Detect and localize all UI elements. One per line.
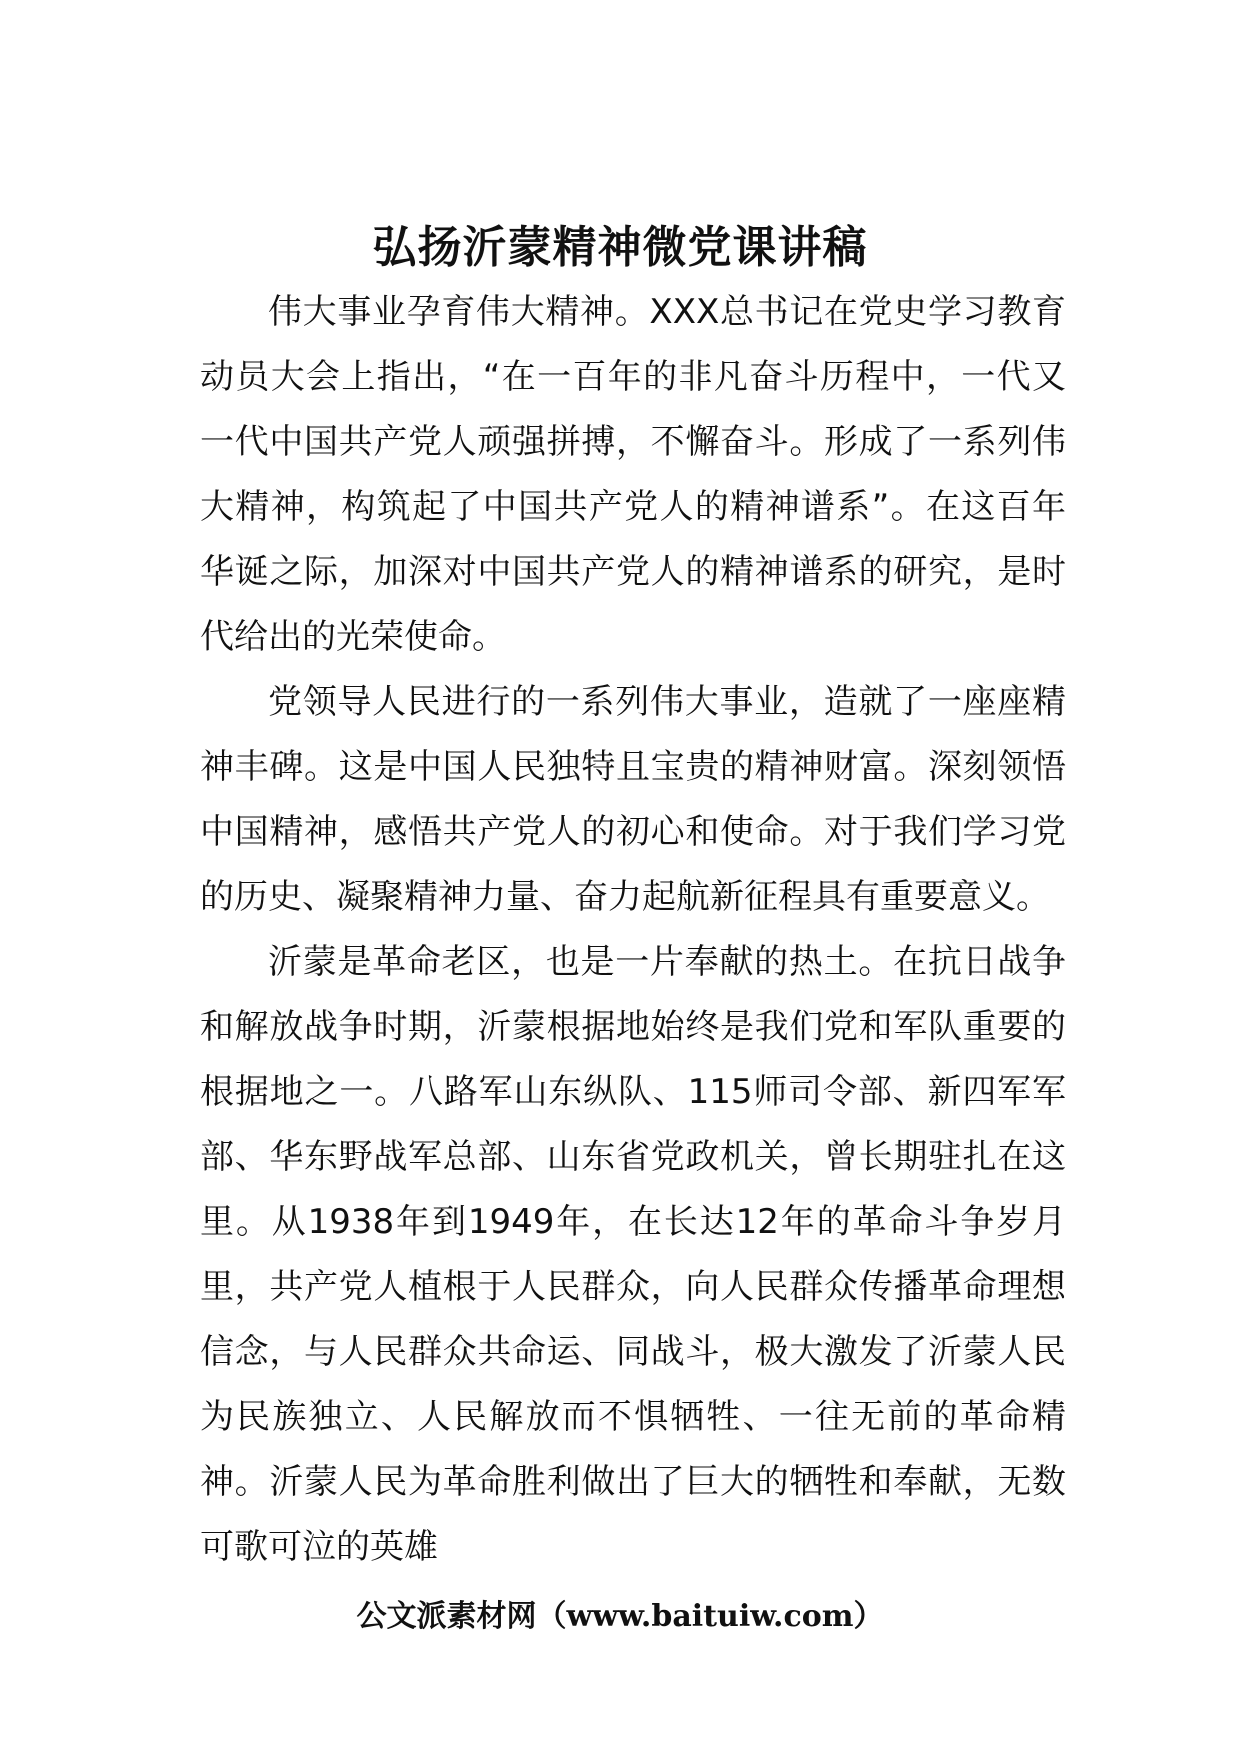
paragraph-3: 沂蒙是革命老区，也是一片奉献的热土。在抗日战争和解放战争时期，沂蒙根据地始终是我们党和军队重要的根据地之一。八路军山东纵队、115师司令部、新四军军部、华东野战军总部、山东省党政机关，曾长期驻扎在这里。从1938年到1949年，在长达12年的革命斗争岁月里，共产党人植根于人民群众，向人民群众传播革命理想信念，与人民群众共命运、同战斗，极大激发了沂蒙人民为民族独立、人民解放而不惧牺牲、一往无前的革命精神。沂蒙人民为革命胜利做出了巨大的牺牲和奉献，无数可歌可泣的英雄 <box>200 942 1066 1567</box>
paragraph-1: 伟大事业孕育伟大精神。XXX总书记在党史学习教育动员大会上指出，“在一百年的非凡奋斗历程中，一代又一代中国共产党人顽强拼搏，不懈奋斗。形成了一系列伟大精神，构筑起了中国共产党人的精神谱系”。在这百年华诞之际，加深对中国共产党人的精神谱系的研究，是时代给出的光荣使命。 <box>200 292 1066 657</box>
document-title: 弘扬沂蒙精神微党课讲稿 <box>372 222 868 273</box>
footer-watermark: 公文派素材网（www.baituiw.com） <box>356 1599 884 1634</box>
paragraph-2: 党领导人民进行的一系列伟大事业，造就了一座座精神丰碑。这是中国人民独特且宝贵的精神财富。深刻领悟中国精神，感悟共产党人的初心和使命。对于我们学习党的历史、凝聚精神力量、奋力起航新征程具有重要意义。 <box>200 682 1066 917</box>
document-body <box>200 280 1066 1580</box>
